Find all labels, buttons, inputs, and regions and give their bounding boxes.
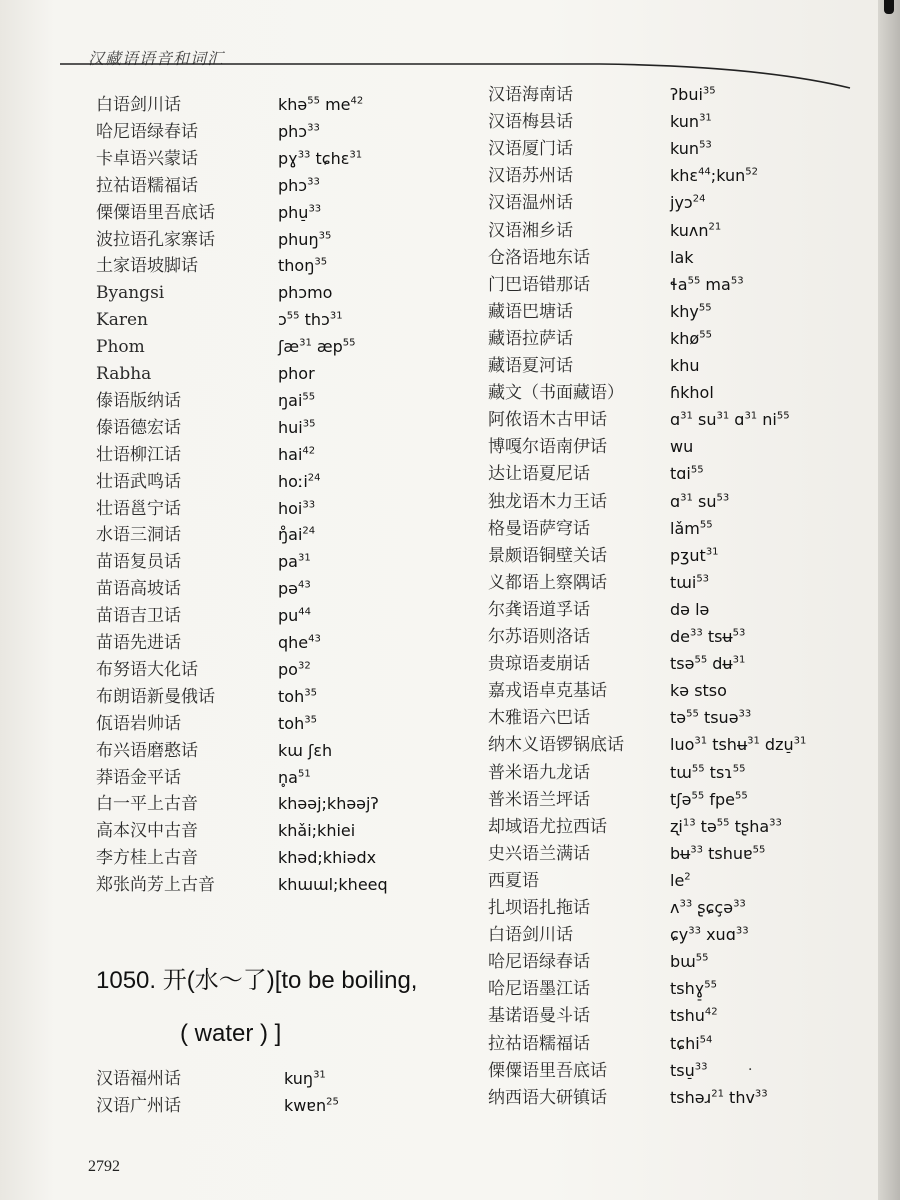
phonetic-form: toh$^{35}$ xyxy=(278,686,317,706)
dialect-name: 白一平上古音 xyxy=(96,794,198,815)
dialect-name: 汉语厦门话 xyxy=(488,139,573,160)
page-edge-shadow xyxy=(878,0,900,1200)
dialect-name: 纳木义语锣锅底话 xyxy=(488,735,624,756)
phonetic-form: $n̥a^{51}$ xyxy=(278,767,311,787)
dialect-name: 史兴语兰满话 xyxy=(488,843,590,864)
dialect-name: 傣语德宏话 xyxy=(96,417,181,438)
dialect-name: 义都语上察隅话 xyxy=(488,572,607,593)
phonetic-form: khə$^{55}$ $me^{42}$ xyxy=(278,95,364,114)
phonetic-form: $pu^{44}$ xyxy=(278,606,312,626)
phonetic-form: khəd;khiədx xyxy=(278,848,377,868)
phonetic-form: kun$^{31}$ xyxy=(670,112,712,132)
phonetic-form: $de^{33}$ tsʉ$^{53}$ xyxy=(670,627,746,646)
dialect-name: 哈尼语绿春话 xyxy=(488,952,590,973)
phonetic-form: kuʌn$^{21}$ xyxy=(670,220,722,240)
dialect-name: 尔龚语道孚话 xyxy=(488,599,590,620)
phonetic-form: kun$^{53}$ xyxy=(670,139,712,159)
phonetic-form: kwɐn$^{25}$ xyxy=(284,1096,339,1115)
phonetic-form: phɔmo xyxy=(278,283,333,303)
phonetic-form: ɬa$^{55}$ $ma^{53}$ xyxy=(670,274,744,294)
dialect-name: 尔苏语则洛话 xyxy=(488,627,590,647)
phonetic-form: tɯi$^{53}$ xyxy=(670,572,710,592)
phonetic-form: khɛ$^{44}$;kun$^{52}$ xyxy=(670,166,758,186)
dialect-name: 土家语坡脚话 xyxy=(96,256,198,277)
phonetic-form: bɯ$^{55}$ xyxy=(670,952,709,972)
phonetic-form: ʔbui$^{35}$ xyxy=(670,85,716,104)
dialect-name: 傈僳语里吾底话 xyxy=(488,1060,607,1081)
phonetic-form: ɦkhol xyxy=(670,383,714,403)
phonetic-form: khu xyxy=(670,356,700,375)
phonetic-form: qhe$^{43}$ xyxy=(278,633,321,652)
dialect-name: 汉语广州话 xyxy=(96,1096,181,1116)
binding-clip xyxy=(884,0,894,14)
phonetic-form: wu xyxy=(670,437,694,457)
dialect-name: 博嘎尔语南伊话 xyxy=(488,437,607,458)
phonetic-form: tə$^{55}$ tsuə$^{33}$ xyxy=(670,708,752,728)
phonetic-form: phor xyxy=(278,364,315,383)
phonetic-form: ʌ$^{33}$ ʂɕçə$^{33}$ xyxy=(670,898,746,917)
dialect-name: Rabha xyxy=(96,364,152,384)
phonetic-form: khy$^{55}$ xyxy=(670,301,712,321)
phonetic-form: luo$^{31}$ tshʉ$^{31}$ dzu̠$^{31}$ xyxy=(670,735,807,755)
page-number: 2792 xyxy=(88,1158,120,1175)
dialect-name: 拉祜语糯福话 xyxy=(488,1033,590,1054)
phonetic-form: pɣ$^{33}$ tɕhɛ$^{31}$ xyxy=(278,148,363,168)
dialect-name: 门巴语错那话 xyxy=(488,274,590,295)
phonetic-form: ʐi$^{13}$ tə$^{55}$ tʂha$^{33}$ xyxy=(670,816,782,836)
phonetic-form: kɯ ʃɛh xyxy=(278,740,333,760)
phonetic-form: tɯ$^{55}$ tsɿ$^{55}$ xyxy=(670,762,746,782)
phonetic-form: phu̠$^{33}$ xyxy=(278,202,322,222)
phonetic-form: kə stso xyxy=(670,681,727,701)
dialect-name: 苗语高坡话 xyxy=(96,579,181,600)
dialect-name: 白语剑川话 xyxy=(488,925,573,946)
dialect-name: 卡卓语兴蒙话 xyxy=(96,148,198,169)
dialect-name: 纳西语大研镇话 xyxy=(488,1087,607,1108)
dialect-name: 藏语巴塘话 xyxy=(488,301,573,322)
dialect-name: Karen xyxy=(96,310,148,331)
dialect-name: 西夏语 xyxy=(488,870,539,891)
running-header: 汉藏语语音和词汇 xyxy=(88,49,225,68)
phonetic-form: kuŋ$^{31}$ xyxy=(284,1069,326,1088)
dialect-name: 郑张尚芳上古音 xyxy=(96,875,215,896)
dialect-name: 普米语九龙话 xyxy=(488,762,590,783)
phonetic-form: khɯɯl;kheeq xyxy=(278,875,388,895)
phonetic-form: khəəj;khəəjʔ xyxy=(278,794,379,814)
phonetic-form: ɔ$^{55}$ thɔ$^{31}$ xyxy=(278,310,343,330)
dialect-name: 汉语福州话 xyxy=(96,1069,181,1089)
dialect-name: 藏语夏河话 xyxy=(488,356,573,376)
phonetic-form: ŋai$^{55}$ xyxy=(278,390,316,410)
phonetic-form: $ŋ̊ai^{24}$ xyxy=(278,525,316,545)
dialect-name: 布朗语新曼俄话 xyxy=(96,686,215,707)
dialect-name: 壮语柳江话 xyxy=(96,444,181,465)
phonetic-form: hoːi$^{24}$ xyxy=(278,471,321,491)
dialect-name: 苗语吉卫话 xyxy=(96,606,181,627)
phonetic-form: pʒut$^{31}$ xyxy=(670,545,719,565)
dialect-name: 佤语岩帅话 xyxy=(96,713,181,734)
dialect-name: 却域语尤拉西话 xyxy=(488,816,607,837)
dialect-name: 傣语版纳话 xyxy=(96,390,181,411)
stray-mark: · xyxy=(748,1062,753,1078)
dialect-name: 壮语武鸣话 xyxy=(96,471,181,492)
phonetic-form: $po^{32}$ xyxy=(278,659,311,679)
dialect-name: 白语剑川话 xyxy=(96,95,181,115)
dialect-name: 汉语梅县话 xyxy=(488,112,573,133)
phonetic-form: də lə xyxy=(670,599,710,619)
phonetic-form: tsu̠$^{33}$ xyxy=(670,1060,708,1080)
phonetic-form: phɔ$^{33}$ xyxy=(278,121,320,141)
dialect-name: 苗语先进话 xyxy=(96,633,181,653)
dialect-name: 李方桂上古音 xyxy=(96,848,198,869)
phonetic-form: tshəɹ$^{21}$ thv$^{33}$ xyxy=(670,1087,768,1107)
phonetic-form: jyɔ$^{24}$ xyxy=(670,193,706,213)
dialect-name: 藏文（书面藏语） xyxy=(488,383,624,404)
phonetic-form: tshu$^{42}$ xyxy=(670,1006,718,1026)
phonetic-form: phɔ$^{33}$ xyxy=(278,175,320,195)
phonetic-form: khǎi;khiei xyxy=(278,821,356,841)
phonetic-form: bʉ$^{33}$ tshuɐ$^{55}$ xyxy=(670,843,766,863)
dialect-name: 莽语金平话 xyxy=(96,767,181,788)
phonetic-form: ɕy$^{33}$ xuɑ$^{33}$ xyxy=(670,925,749,945)
dialect-name: 木雅语六巴话 xyxy=(488,708,590,729)
phonetic-form: hai$^{42}$ xyxy=(278,444,316,464)
dialect-name: 阿侬语木古甲话 xyxy=(488,410,607,431)
dialect-name: Byangsi xyxy=(96,283,165,304)
dialect-name: 哈尼语墨江话 xyxy=(488,979,590,1000)
header-rule xyxy=(60,60,880,90)
phonetic-form: tɑi$^{55}$ xyxy=(670,464,704,484)
phonetic-form: tɕhi$^{54}$ xyxy=(670,1033,713,1053)
phonetic-form: $pa^{31}$ xyxy=(278,552,311,572)
dialect-name: 达让语夏尼话 xyxy=(488,464,590,485)
dialect-name: 水语三洞话 xyxy=(96,525,181,546)
phonetic-form: thoŋ$^{35}$ xyxy=(278,256,328,276)
dialect-name: 格曼语萨穹话 xyxy=(488,518,590,539)
phonetic-form: toh$^{35}$ xyxy=(278,713,317,733)
dialect-name: 扎坝语扎拖话 xyxy=(488,898,590,918)
entry-heading: 1050. 开(水～了)[to be boiling, xyxy=(96,967,418,994)
phonetic-form: pə$^{43}$ xyxy=(278,579,311,599)
phonetic-form: tshɣ̠$^{55}$ xyxy=(670,979,718,999)
phonetic-form: tʃə$^{55}$ fpe$^{55}$ xyxy=(670,789,748,809)
phonetic-form: tsə$^{55}$ dʉ$^{31}$ xyxy=(670,654,746,674)
dialect-name: 景颇语铜壁关话 xyxy=(488,545,607,566)
dialect-name: 汉语海南话 xyxy=(488,85,573,105)
entry-heading-gloss: ( water ) ] xyxy=(180,1020,282,1047)
dialect-name: 贵琼语麦崩话 xyxy=(488,654,590,675)
phonetic-form: ʃæ$^{31}$ $æp^{55}$ xyxy=(278,337,356,357)
dialect-name: 波拉语孔家寨话 xyxy=(96,229,215,250)
dialect-name: 汉语温州话 xyxy=(488,193,573,214)
dialect-name: 高本汉中古音 xyxy=(96,821,198,842)
dialect-name: 傈僳语里吾底话 xyxy=(96,202,215,223)
phonetic-form: ɑ$^{31}$ $su^{31}$ ɑ$^{31}$ $ni^{55}$ xyxy=(670,410,790,430)
phonetic-form: ɑ$^{31}$ $su^{53}$ xyxy=(670,491,730,511)
dialect-name: 基诺语曼斗话 xyxy=(488,1006,590,1027)
phonetic-form: lak xyxy=(670,247,694,267)
dialect-name: 哈尼语绿春话 xyxy=(96,121,198,142)
dialect-name: 苗语复员话 xyxy=(96,552,181,573)
dialect-name: Phom xyxy=(96,337,145,358)
dialect-name: 布兴语磨憨话 xyxy=(96,740,198,761)
dialect-name: 汉语湘乡话 xyxy=(488,220,573,241)
dialect-name: 藏语拉萨话 xyxy=(488,328,573,349)
dialect-name: 嘉戎语卓克基话 xyxy=(488,681,607,702)
phonetic-form: khø$^{55}$ xyxy=(670,328,712,348)
phonetic-form: $le^2$ xyxy=(670,870,691,890)
dialect-name: 拉祜语糯福话 xyxy=(96,175,198,196)
dialect-name: 仓洛语地东话 xyxy=(488,247,590,268)
phonetic-form: hoi$^{33}$ xyxy=(278,498,316,518)
dialect-name: 汉语苏州话 xyxy=(488,166,573,187)
phonetic-form: phuŋ$^{35}$ xyxy=(278,229,332,249)
dialect-name: 独龙语木力王话 xyxy=(488,491,607,512)
phonetic-form: hui$^{35}$ xyxy=(278,417,316,437)
dialect-name: 壮语邕宁话 xyxy=(96,498,181,519)
dialect-name: 布努语大化话 xyxy=(96,659,198,680)
phonetic-form: lǎm$^{55}$ xyxy=(670,518,713,538)
dialect-name: 普米语兰坪话 xyxy=(488,789,590,810)
